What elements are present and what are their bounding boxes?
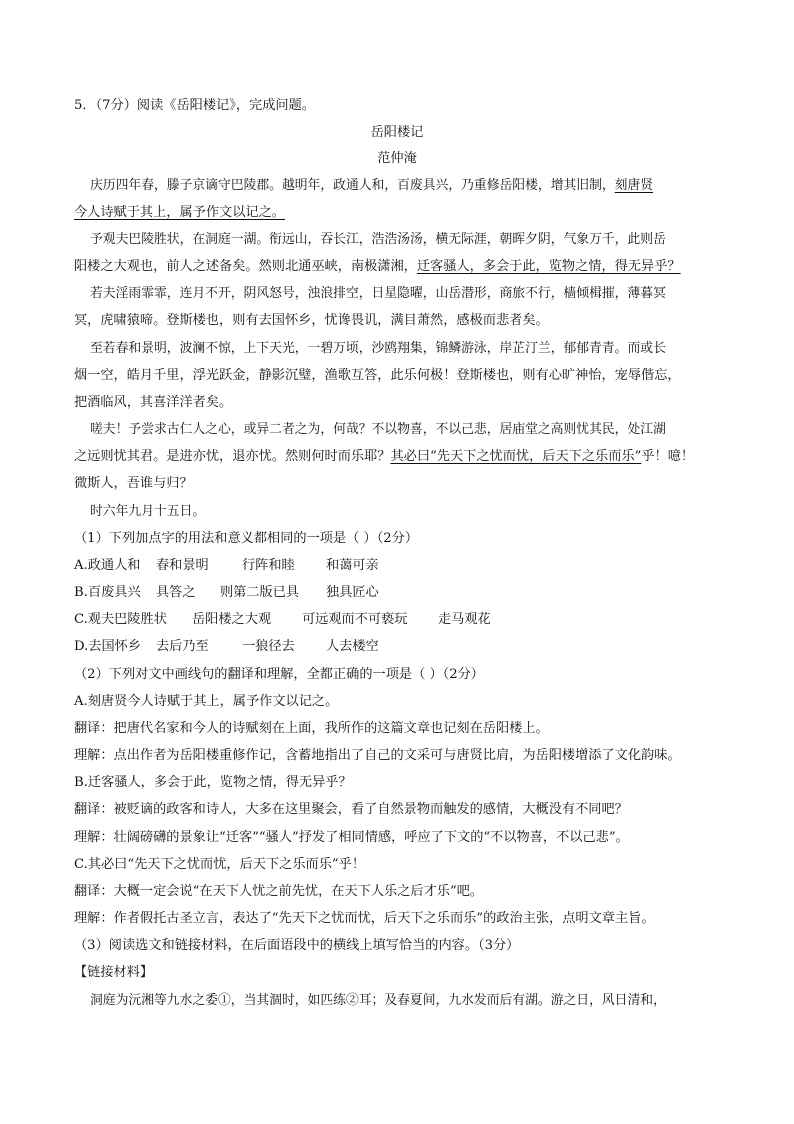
exam-page: 5．（7分）阅读《岳阳楼记》，完成问题。 岳阳楼记 范仲淹 庆历四年春，滕子京谪守巴陵郡。越明年，政通人和，百废具兴，乃重修岳阳楼，增其旧制，刻唐贤 今人诗赋于其上，属予作文以记之。 予观夫巴陵胜状，在洞庭一湖。衔远山，吞长江，浩浩汤汤，横无际涯，朝晖夕阴，气象万千，此则岳 阳楼之大观也，前人之述备矣。然则北通巫峡，南极潇湘，迁客骚人，多会于此，览物之情，得无异乎？ 若夫淫雨霏霏，连月不开，阴风怒号，浊浪排空，日星隐曜，山岳潜形，商旅不行，樯倾楫摧，薄暮冥 冥，虎啸猿啼。登斯楼也，则有去国怀乡，忧谗畏讥，满目萧然，感极而悲者矣。 至若春和景明，波澜不惊，上下天光，一碧万顷，沙鸥翔集，锦鳞游泳，岸芷汀兰，郁郁青青。而或长 烟一空，皓月千里，浮光跃金，静影沉璧，渔歌互答，此乐何极！登斯楼也，则有心旷神怡，宠辱偕忘， 把酒临风，其喜洋洋者矣。 嗟夫！予尝求古仁人之心，或异二者之为，何哉？不以物喜，不以己悲，居庙堂之高则忧其民，处江湖 之远则忧其君。是进亦忧，退亦忧。然则何时而乐耶？其必曰“先天下之忧而忧，后天下之乐而乐”乎！噫！ 微斯人，吾谁与归？ 时六年九月十五日。 （1）下列加点字的用法和意义都相同的一项是（ ）（2分） A.政通人和 春和景明 行阵和睦 和蔼可亲 B.百废具兴 具答之 则第二版已具 独具匠心 C.观夫巴陵胜状 岳阳楼之大观 可远观而不可亵玩 走马观花 D.去国怀乡 去后乃至 一狼径去 人去楼空 （2）下列对文中画线句的翻译和理解，全都正确的一项是（ ）（2分） A.刻唐贤今人诗赋于其上，属予作文以记之。 翻译：把唐代名家和今人的诗赋刻在上面，我所作的这篇文章也记刻在岳阳楼上。 理解：点出作者为岳阳楼重修作记，含蓄地指出了自己的文采可与唐贤比肩，为岳阳楼增添了文化韵味。 B.迁客骚人，多会于此，览物之情，得无异乎？ 翻译：被贬谪的政客和诗人，大多在这里聚会，看了自然景物而触发的感情，大概没有不同吧？ 理解：壮阔磅礴的景象让“迁客”“骚人”抒发了相同情感，呼应了下文的“不以物喜，不以己悲”。 C.其必曰“先天下之忧而忧，后天下之乐而乐”乎！ 翻译：大概一定会说“在天下人忧之前先忧，在天下人乐之后才乐”吧。 理解：作者假托古圣立言，表达了“先天下之忧而忧，后天下之乐而乐”的政治主张，点明文章主旨。 （3）阅读选文和链接材料，在后面语段中的横线上填写恰当的内容。（3分） 【链接材料】 洞庭为沅湘等九水之委①，当其涸时，如匹练②耳；及春夏间，九水发而后有湖。游之日，风日清和， [0,0,794,1124]
paragraph-2-line-1: 予观夫巴陵胜状，在洞庭一湖。衔远山，吞长江，浩浩汤汤，横无际涯，朝晖夕阴，气象万千，此则岳 [90,232,666,247]
paragraph-2-line-2: 阳楼之大观也，前人之述备矣。然则北通巫峡，南极潇湘，迁客骚人，多会于此，览物之情，得无异乎？ [74,259,681,274]
paragraph-4-line-1: 至若春和景明，波澜不惊，上下天光，一碧万顷，沙鸥翔集，锦鳞游泳，岸芷汀兰，郁郁青青。而或长 [90,341,666,356]
q2-c-translation: 翻译：大概一定会说“在天下人忧之前先忧，在天下人乐之后才乐”吧。 [74,884,484,899]
paragraph-3-line-1: 若夫淫雨霏霏，连月不开，阴风怒号，浊浪排空，日星隐曜，山岳潜形，商旅不行，樯倾楫摧，薄暮冥 [90,286,666,301]
paragraph-4-line-2: 烟一空，皓月千里，浮光跃金，静影沉璧，渔歌互答，此乐何极！登斯楼也，则有心旷神怡，宠辱偕忘， [74,368,681,383]
underlined-sentence-b: 迁客骚人，多会于此，览物之情，得无异乎？ [416,259,681,274]
q2-b-sentence: B.迁客骚人，多会于此，览物之情，得无异乎？ [74,775,352,790]
paragraph-5-line-1: 嗟夫！予尝求古仁人之心，或异二者之为，何哉？不以物喜，不以己悲，居庙堂之高则忧其民，处江湖 [90,422,666,437]
paragraph-5-line-3: 微斯人，吾谁与归？ [74,476,193,491]
q2-a-translation: 翻译：把唐代名家和今人的诗赋刻在上面，我所作的这篇文章也记刻在岳阳楼上。 [74,721,549,736]
underlined-sentence-a: 刻唐贤 [614,178,654,193]
q2-a-sentence: A.刻唐贤今人诗赋于其上，属予作文以记之。 [74,694,339,709]
q2-a-understanding: 理解：点出作者为岳阳楼重修作记，含蓄地指出了自己的文采可与唐贤比肩，为岳阳楼增添了文化韵味。 [74,748,681,763]
paragraph-1-line-2 [74,204,724,222]
link-material-title: 【链接材料】 [74,965,154,980]
paragraph-6: 时六年九月十五日。 [90,504,206,519]
q3-stem: （3）阅读选文和链接材料，在后面语段中的横线上填写恰当的内容。（3分） [74,938,520,953]
paragraph-4-line-3: 把酒临风，其喜洋洋者矣。 [74,395,233,410]
q2-stem: （2）下列对文中画线句的翻译和理解，全都正确的一项是（ ）（2分） [74,667,484,682]
passage-title: 岳阳楼记 [370,125,424,140]
q2-c-understanding: 理解：作者假托古圣立言，表达了“先天下之忧而忧，后天下之乐而乐”的政治主张，点明文章主旨。 [74,911,655,926]
passage-author: 范仲淹 [377,151,417,166]
underlined-sentence-c: 其必曰“先天下之忧而忧，后天下之乐而乐” [390,449,642,464]
q1-stem: （1）下列加点字的用法和意义都相同的一项是（ ）（2分） [74,531,419,546]
question-header: 5．（7分）阅读《岳阳楼记》，完成问题。 [74,98,315,113]
paragraph-5-line-2: 之远则忧其君。是进亦忧，退亦忧。然则何时而乐耶？其必曰“先天下之忧而忧，后天下之乐而乐”乎！噫！ [74,449,695,464]
paragraph-1-line-1: 庆历四年春，滕子京谪守巴陵郡。越明年，政通人和，百废具兴，乃重修岳阳楼，增其旧制，刻唐贤 [90,178,654,193]
q2-c-sentence: C.其必曰“先天下之忧而忧，后天下之乐而乐”乎！ [74,857,366,872]
paragraph-3-line-2: 冥，虎啸猿啼。登斯楼也，则有去国怀乡，忧谗畏讥，满目萧然，感极而悲者矣。 [74,313,549,328]
q2-b-understanding: 理解：壮阔磅礴的景象让“迁客”“骚人”抒发了相同情感，呼应了下文的“不以物喜，不以己悲”。 [74,830,629,845]
q2-b-translation: 翻译：被贬谪的政客和诗人，大多在这里聚会，看了自然景物而触发的感情，大概没有不同吧？ [74,802,628,817]
underlined-sentence-a-cont: 今人诗赋于其上，属予作文以记之。 [74,205,285,220]
link-material-line-1: 洞庭为沅湘等九水之委①，当其涸时，如匹练②耳；及春夏间，九水发而后有湖。游之日，风日清和， [90,993,666,1008]
